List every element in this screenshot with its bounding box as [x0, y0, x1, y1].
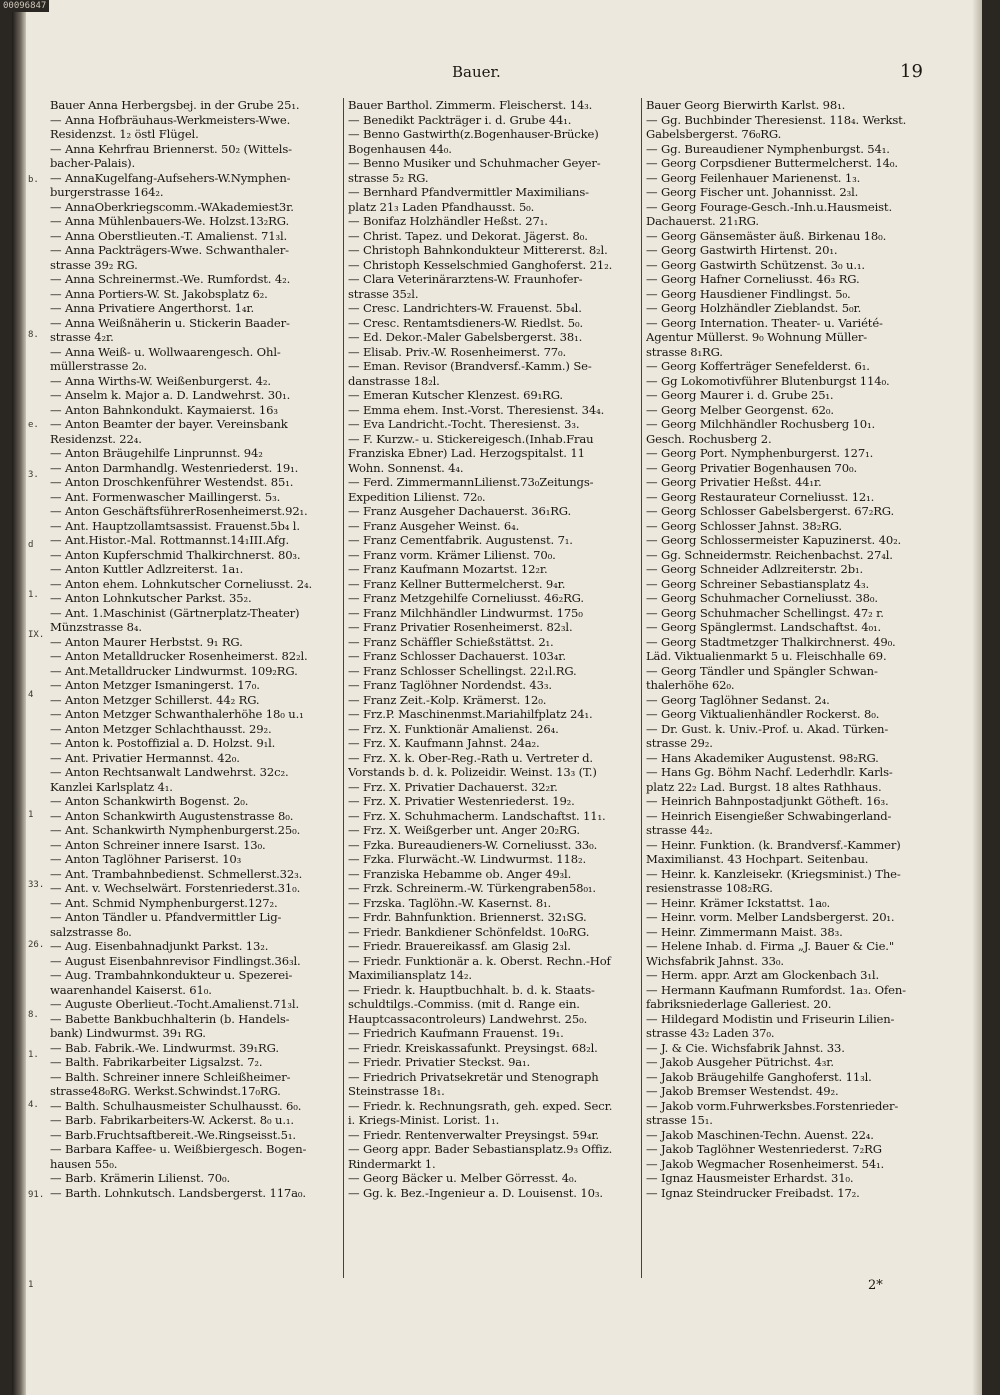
margin-fragment: b.	[28, 175, 39, 185]
margin-fragments	[26, 0, 48, 1395]
directory-entry: — Frzk. Schreinerm.-W. Türkengraben58₀₁.	[348, 881, 596, 895]
page-edge	[972, 0, 982, 1395]
directory-entry: — Heinr. Zimmermann Maist. 38₃.	[646, 924, 843, 939]
directory-entry: — Georg Schuhmacher Schellingst. 47₂ r.	[646, 605, 884, 620]
directory-entry: — Barth. Lohnkutsch. Landsbergerst. 117a₀.	[50, 1185, 306, 1200]
directory-entry: — AnnaKugelfang-Aufsehers-W.Nymphen-	[50, 170, 291, 185]
directory-entry: — Friedr. Rentenverwalter Preysingst. 59₄r.	[348, 1127, 599, 1142]
directory-entry: — Hans Gg. Böhm Nachf. Lederhdlr. Karls-	[646, 765, 893, 779]
directory-entry: — Jakob Maschinen-Techn. Auenst. 22₄.	[646, 1127, 874, 1142]
directory-entry: — Anton Darmhandlg. Westenriederst. 19₁.	[50, 460, 299, 475]
directory-entry: resienstrasse 108₂RG.	[646, 881, 773, 895]
directory-entry: Vorstands b. d. k. Polizeidir. Weinst. 13₃ (T.)	[348, 765, 597, 779]
directory-entry: — Anton Rechtsanwalt Landwehrst. 32c₂.	[50, 765, 289, 779]
directory-entry: — Georg Gastwirth Schützenst. 3₀ u.₁.	[646, 257, 865, 272]
directory-column-1	[50, 98, 336, 1200]
directory-entry: — Friedr. Privatier Steckst. 9a₁.	[348, 1055, 531, 1069]
directory-entry: strasse 5₂ RG.	[348, 170, 429, 185]
directory-entry: Wohn. Sonnenst. 4₄.	[348, 460, 464, 475]
directory-entry: strasse 4₂r.	[50, 330, 114, 344]
directory-entry: — Friedr. Funktionär a. k. Oberst. Rechn.-Hof	[348, 953, 611, 968]
directory-entry: — Eva Landricht.-Tocht. Theresienst. 3₃.	[348, 417, 580, 431]
directory-entry: — Benedikt Packträger i. d. Grube 44₁.	[348, 112, 572, 127]
directory-entry: — Barbara Kaffee- u. Weißbiergesch. Bogen-	[50, 1142, 307, 1156]
directory-entry: — Friedrich Kaufmann Frauenst. 19₁.	[348, 1026, 564, 1040]
directory-entry: — Ant. 1.Maschinist (Gärtnerplatz-Theater)	[50, 605, 300, 620]
directory-entry: — Frzska. Taglöhn.-W. Kasernst. 8₁.	[348, 895, 552, 910]
directory-entry: — AnnaOberkriegscomm.-WAkademiest3r.	[50, 199, 294, 214]
directory-entry: — Gg. Bureaudiener Nymphenburgst. 54₁.	[646, 141, 890, 156]
directory-entry: — Anna Wirths-W. Weißenburgerst. 4₂.	[50, 373, 271, 388]
margin-fragment: IX.	[28, 630, 45, 640]
directory-entry: — Fzka. Flurwächt.-W. Lindwurmst. 118₂.	[348, 852, 586, 866]
directory-entry: Maximilianst. 43 Hochpart. Seitenbau.	[646, 852, 869, 866]
directory-entry: — Aug. Trambahnkondukteur u. Spezerei-	[50, 968, 293, 982]
directory-entry: — Georg Schuhmacher Corneliusst. 38₀.	[646, 591, 878, 605]
directory-entry: — Bab. Fabrik.-We. Lindwurmst. 39₁RG.	[50, 1040, 279, 1055]
directory-entry: — Dr. Gust. k. Univ.-Prof. u. Akad. Türken-	[646, 721, 889, 736]
directory-entry: — Georg Hausdiener Findlingst. 5₀.	[646, 286, 851, 301]
directory-entry: — Anton Taglöhner Pariserst. 10₃	[50, 852, 242, 866]
directory-entry: Hauptcassacontroleurs) Landwehrst. 25₀.	[348, 1011, 588, 1026]
directory-entry: bacher-Palais).	[50, 156, 136, 170]
directory-entry: thalerhöhe 62₀.	[646, 678, 735, 692]
directory-entry: — Georg Maurer i. d. Grube 25₁.	[646, 388, 834, 402]
directory-entry: waarenhandel Kaiserst. 61₀.	[50, 982, 212, 997]
directory-entry: — Franz Milchhändler Lindwurmst. 175₀	[348, 605, 583, 620]
directory-entry: — Anna Packträgers-Wwe. Schwanthaler-	[50, 243, 289, 257]
directory-entry: — Gg. Schneidermstr. Reichenbachst. 27₄l.	[646, 547, 893, 562]
directory-entry: — Anton Beamter der bayer. Vereinsbank	[50, 417, 288, 431]
directory-entry: — Jakob Ausgeher Pütrichst. 4₃r.	[646, 1055, 834, 1069]
directory-entry: — Hermann Kaufmann Rumfordst. 1a₃. Ofen-	[646, 982, 906, 997]
directory-entry: — Georg Kofferträger Senefelderst. 6₁.	[646, 359, 870, 373]
directory-entry: — Frz. X. Schuhmacherm. Landschaftst. 11₁.	[348, 808, 606, 823]
directory-entry: — Anton GeschäftsführerRosenheimerst.92₁.	[50, 504, 308, 518]
directory-entry: — Franz Schlosser Schellingst. 22₁l.RG.	[348, 663, 577, 678]
directory-entry: — Anton Metzger Ismaningerst. 17₀.	[50, 678, 260, 692]
directory-entry: — Jakob Bremser Westendst. 49₂.	[646, 1084, 839, 1098]
directory-entry: — Ed. Dekor.-Maler Gabelsbergerst. 38₁.	[348, 330, 583, 344]
directory-entry: — Franz Metzgehilfe Corneliusst. 46₂RG.	[348, 591, 584, 605]
directory-entry: — Georg Restaurateur Corneliusst. 12₁.	[646, 489, 875, 504]
directory-entry: — Anton Schankwirth Augustenstrasse 8₀.	[50, 808, 294, 823]
directory-entry: — Jakob Wegmacher Rosenheimerst. 54₁.	[646, 1156, 885, 1171]
margin-fragment: 91.	[28, 1190, 45, 1200]
directory-entry: — Heinr. vorm. Melber Landsbergerst. 20₁.	[646, 910, 895, 924]
directory-entry: — Bernhard Pfandvermittler Maximilians-	[348, 185, 589, 199]
directory-entry: — Franz Ausgeher Dachauerst. 36₁RG.	[348, 504, 572, 518]
directory-entry: — Franz Taglöhner Nordendst. 43₃.	[348, 678, 552, 692]
directory-entry: — Heinr. Funktion. (k. Brandversf.-Kammer)	[646, 837, 901, 852]
directory-entry: Residenzst. 22₄.	[50, 431, 142, 446]
margin-fragment: 26.	[28, 940, 45, 950]
directory-entry: — Anna Kehrfrau Briennerst. 50₂ (Wittels-	[50, 141, 292, 156]
directory-entry: — Georg Gastwirth Hirtenst. 20₁.	[646, 243, 838, 257]
directory-entry: burgerstrasse 164₂.	[50, 185, 164, 199]
directory-entry: — Hans Akademiker Augustenst. 98₂RG.	[646, 750, 879, 765]
directory-entry: platz 22₂ Lad. Burgst. 18 altes Rathhaus.	[646, 779, 882, 794]
directory-entry: — Georg Tändler und Spängler Schwan-	[646, 663, 878, 678]
directory-entry: — Georg Hafner Corneliusst. 46₃ RG.	[646, 272, 860, 286]
directory-entry: — Anton Droschkenführer Westendst. 85₁.	[50, 475, 294, 489]
directory-entry: — Georg Schlosser Gabelsbergerst. 67₂RG.	[646, 504, 895, 518]
directory-entry: i. Kriegs-Minist. Lorist. 1₁.	[348, 1113, 500, 1127]
directory-entry: strasse 39₂ RG.	[50, 257, 138, 272]
directory-entry: — Christ. Tapez. und Dekorat. Jägerst. 8₀.	[348, 228, 588, 243]
margin-fragment: 8.	[28, 1010, 39, 1020]
directory-entry: — Heinrich Bahnpostadjunkt Götheft. 16₃.	[646, 794, 889, 808]
directory-entry: Wichsfabrik Jahnst. 33₀.	[646, 953, 784, 968]
directory-entry: Franziska Ebner) Lad. Herzogspitalst. 11	[348, 446, 585, 460]
directory-entry: — Ant. Privatier Hermannst. 42₀.	[50, 750, 240, 765]
directory-entry: — Franz Kaufmann Mozartst. 12₂r.	[348, 562, 548, 576]
directory-entry: — Balth. Fabrikarbeiter Ligsalzst. 7₂.	[50, 1055, 263, 1069]
directory-entry: — Georg Viktualienhändler Rockerst. 8₀.	[646, 707, 880, 721]
directory-entry: — Cresc. Landrichters-W. Frauenst. 5b₄l.	[348, 301, 582, 315]
directory-entry: Kanzlei Karlsplatz 4₁.	[50, 779, 173, 794]
directory-entry: — Georg Privatier Bogenhausen 70₀.	[646, 460, 858, 475]
directory-entry: — Anton Bräugehilfe Linprunnst. 94₂	[50, 446, 263, 460]
directory-entry: — Cresc. Rentamtsdieners-W. Riedlst. 5₀.	[348, 315, 584, 330]
directory-entry: danstrasse 18₂l.	[348, 373, 440, 388]
directory-entry: strasse 35₂l.	[348, 286, 419, 301]
directory-entry: — Helene Inhab. d. Firma „J. Bauer & Cie."	[646, 939, 895, 953]
directory-entry: — F. Kurzw.- u. Stickereigesch.(Inhab.Frau	[348, 431, 594, 446]
directory-entry: — Benno Musiker und Schuhmacher Geyer-	[348, 156, 601, 170]
directory-entry: — Georg Schlossermeister Kapuzinerst. 40₂.	[646, 533, 902, 547]
directory-entry: — Friedr. Brauereikassf. am Glasig 2₃l.	[348, 939, 571, 953]
directory-entry: Gesch. Rochusberg 2.	[646, 431, 772, 446]
book-gutter	[12, 0, 26, 1395]
directory-entry: — Anton Metzger Schwanthalerhöhe 18₀ u.₁	[50, 707, 304, 721]
directory-entry: — Georg Bäcker u. Melber Görresst. 4₀.	[348, 1171, 577, 1185]
directory-entry: platz 21₃ Laden Pfandhausst. 5₀.	[348, 199, 535, 214]
directory-entry: — Christoph Kesselschmied Ganghoferst. 21₂.	[348, 257, 613, 272]
directory-entry: — Clara Veterinärarztens-W. Fraunhofer-	[348, 272, 583, 286]
directory-entry: — Ignaz Hausmeister Erhardst. 31₀.	[646, 1171, 854, 1185]
directory-entry: Bauer Anna Herbergsbej. in der Grube 25₁.	[50, 98, 300, 112]
directory-entry: — Georg Melber Georgenst. 62₀.	[646, 402, 834, 417]
margin-fragment: 1	[28, 810, 34, 820]
margin-fragment: 8.	[28, 330, 39, 340]
directory-entry: Residenzst. 1₂ östl Flügel.	[50, 127, 199, 141]
directory-entry: — Georg Fourage-Gesch.-Inh.u.Hausmeist.	[646, 199, 892, 214]
directory-entry: — Anna Privatiere Angerthorst. 1₄r.	[50, 301, 255, 315]
margin-fragment: 3.	[28, 470, 39, 480]
directory-entry: Expedition Lilienst. 72₀.	[348, 489, 486, 504]
margin-fragment: 33.	[28, 880, 45, 890]
margin-fragment: e.	[28, 420, 39, 430]
directory-column-3	[646, 98, 964, 1200]
directory-entry: — Franz Zeit.-Kolp. Krämerst. 12₀.	[348, 692, 547, 707]
directory-entry: — Ant.Metalldrucker Lindwurmst. 109₂RG.	[50, 663, 298, 678]
directory-entry: — Friedr. k. Hauptbuchhalt. b. d. k. Staats-	[348, 982, 595, 997]
directory-entry: — Anna Schreinermst.-We. Rumfordst. 4₂.	[50, 272, 291, 286]
directory-entry: Läd. Viktualienmarkt 5 u. Fleischhalle 69.	[646, 649, 887, 663]
directory-entry: — Christoph Bahnkondukteur Mittererst. 8₂l.	[348, 243, 608, 257]
directory-entry: Steinstrasse 18₁.	[348, 1084, 445, 1098]
directory-entry: — Anton Bahnkondukt. Kaymaierst. 16₃	[50, 402, 278, 417]
directory-entry: müllerstrasse 2₀.	[50, 359, 147, 373]
directory-entry: — Anton Tändler u. Pfandvermittler Lig-	[50, 910, 282, 924]
directory-entry: — Ant. Schankwirth Nymphenburgerst.25₀.	[50, 823, 301, 837]
directory-entry: — Anton Maurer Herbstst. 9₁ RG.	[50, 634, 243, 649]
margin-fragment: 1	[28, 1280, 34, 1290]
directory-entry: — Anna Oberstlieuten.-T. Amalienst. 71₃l.	[50, 228, 288, 243]
directory-entry: — Anton k. Postoffizial a. D. Holzst. 9₁l.	[50, 736, 276, 750]
directory-entry: — Barb.Fruchtsaftbereit.-We.Ringseisst.5₁.	[50, 1127, 296, 1142]
directory-entry: — Ant. Formenwascher Maillingerst. 5₃.	[50, 489, 281, 504]
directory-entry: strasse 15₁.	[646, 1113, 713, 1127]
directory-entry: — Frz. X. Privatier Westenriederst. 19₂.	[348, 794, 575, 808]
directory-entry: — Georg Internation. Theater- u. Variété-	[646, 315, 883, 330]
directory-entry: fabriksniederlage Galleriest. 20.	[646, 997, 832, 1011]
directory-entry: — Elisab. Priv.-W. Rosenheimerst. 77₀.	[348, 344, 567, 359]
directory-entry: strasse 29₂.	[646, 736, 713, 750]
directory-entry: — Ant. v. Wechselwärt. Forstenriederst.31₀.	[50, 881, 301, 895]
directory-entry: — Georg Gänsemäster äuß. Birkenau 18₀.	[646, 228, 887, 243]
directory-entry: — August Eisenbahnrevisor Findlingst.36₃l.	[50, 953, 301, 968]
archive-stamp: 00096847	[0, 0, 49, 12]
directory-entry: — Ferd. ZimmermannLilienst.73₀Zeitungs-	[348, 475, 594, 489]
directory-entry: Gabelsbergerst. 76₀RG.	[646, 127, 782, 141]
directory-entry: — Hildegard Modistin und Friseurin Lilien-	[646, 1011, 895, 1026]
directory-entry: — Friedr. Kreiskassafunkt. Preysingst. 68₂l.	[348, 1040, 598, 1055]
directory-entry: — Franz Ausgeher Weinst. 6₄.	[348, 518, 520, 533]
directory-entry: — Franz Privatier Rosenheimerst. 82₃l.	[348, 620, 573, 634]
directory-entry: — Ant. Hauptzollamtsassist. Frauenst.5b₄ l.	[50, 518, 300, 533]
directory-entry: — Ant. Trambahnbedienst. Schmellerst.32₃.	[50, 866, 303, 881]
directory-entry: — Heinr. Krämer Ickstattst. 1a₀.	[646, 895, 830, 910]
directory-entry: Rindermarkt 1.	[348, 1156, 436, 1171]
directory-entry: Münzstrasse 8₄.	[50, 620, 142, 634]
directory-entry: — Herm. appr. Arzt am Glockenbach 3₁l.	[646, 968, 880, 982]
directory-entry: — Georg Corpsdiener Buttermelcherst. 14₀.	[646, 156, 898, 170]
directory-entry: — Ant.Histor.-Mal. Rottmannst.14₁III.Afg.	[50, 533, 290, 547]
directory-entry: — Fzka. Bureaudieners-W. Corneliusst. 33₀.	[348, 837, 598, 852]
margin-fragment: d	[28, 540, 34, 550]
directory-entry: Dachauerst. 21₁RG.	[646, 214, 759, 228]
directory-entry: Agentur Müllerst. 9₀ Wohnung Müller-	[646, 330, 868, 344]
directory-entry: — Barb. Krämerin Lilienst. 70₀.	[50, 1171, 230, 1185]
directory-entry: — Franziska Hebamme ob. Anger 49₃l.	[348, 866, 572, 881]
directory-entry: — Jakob Bräugehilfe Ganghoferst. 11₃l.	[646, 1069, 872, 1084]
directory-entry: — Ant. Schmid Nymphenburgerst.127₂.	[50, 895, 278, 910]
directory-entry: strasse48₀RG. Werkst.Schwindst.17₀RG.	[50, 1084, 281, 1098]
directory-entry: — Anna Weißnäherin u. Stickerin Baader-	[50, 315, 290, 330]
column-rule	[641, 98, 642, 1278]
directory-entry: — Bonifaz Holzhändler Heßst. 27₁.	[348, 214, 548, 228]
directory-entry: — Frdr. Bahnfunktion. Briennerst. 32₁SG.	[348, 910, 587, 924]
directory-page	[12, 0, 982, 1395]
directory-entry: — Jakob vorm.Fuhrwerksbes.Forstenrieder-	[646, 1098, 899, 1113]
directory-entry: salzstrasse 8₀.	[50, 924, 132, 939]
directory-entry: — Anton Lohnkutscher Parkst. 35₂.	[50, 591, 252, 605]
directory-entry: — Frz. X. Privatier Dachauerst. 32₂r.	[348, 779, 558, 794]
directory-entry: — Gg. Buchbinder Theresienst. 118₄. Werkst.	[646, 112, 907, 127]
directory-entry: — Emma ehem. Inst.-Vorst. Theresienst. 34₄.	[348, 402, 605, 417]
directory-entry: — Benno Gastwirth(z.Bogenhauser-Brücke)	[348, 127, 599, 141]
directory-entry: — Friedr. k. Rechnungsrath, geh. exped. Secr.	[348, 1098, 613, 1113]
directory-entry: — Anna Hofbräuhaus-Werkmeisters-Wwe.	[50, 112, 291, 127]
directory-entry: — Georg Schlosser Jahnst. 38₂RG.	[646, 518, 842, 533]
directory-entry: — Anton Schreiner innere Isarst. 13₀.	[50, 837, 266, 852]
directory-entry: — Franz Schäffler Schießstättst. 2₁.	[348, 634, 554, 649]
directory-entry: — Heinrich Eisengießer Schwabingerland-	[646, 808, 892, 823]
directory-entry: Maximiliansplatz 14₂.	[348, 968, 472, 982]
directory-column-2	[348, 98, 638, 1200]
directory-entry: strasse 8₁RG.	[646, 344, 723, 359]
directory-entry: — Frz. X. k. Ober-Reg.-Rath u. Vertreter d.	[348, 750, 593, 765]
directory-entry: — Anna Portiers-W. St. Jakobsplatz 6₂.	[50, 286, 268, 301]
directory-entry: — Gg Lokomotivführer Blutenburgst 114₀.	[646, 373, 890, 388]
directory-entry: — Balth. Schreiner innere Schleißheimer-	[50, 1069, 291, 1084]
page-number: 19	[900, 61, 923, 82]
directory-entry: — Georg Stadtmetzger Thalkirchnerst. 49₀.	[646, 634, 896, 649]
directory-entry: — Balth. Schulhausmeister Schulhausst. 6₀.	[50, 1098, 302, 1113]
directory-entry: — Anton Schankwirth Bogenst. 2₀.	[50, 794, 249, 808]
directory-entry: — Georg appr. Bader Sebastiansplatz.9₃ Offiz.	[348, 1142, 613, 1156]
directory-entry: — Auguste Oberlieut.-Tocht.Amalienst.71₃l.	[50, 997, 300, 1011]
directory-entry: — Georg Milchhändler Rochusberg 10₁.	[646, 417, 876, 431]
directory-entry: — J. & Cie. Wichsfabrik Jahnst. 33.	[646, 1040, 845, 1055]
directory-entry: — Emeran Kutscher Klenzest. 69₁RG.	[348, 388, 563, 402]
directory-entry: — Babette Bankbuchhalterin (b. Handels-	[50, 1011, 290, 1026]
directory-entry: — Franz Kellner Buttermelcherst. 9₄r.	[348, 576, 566, 591]
running-head: Bauer.	[452, 63, 501, 81]
directory-entry: — Georg Port. Nymphenburgerst. 127₁.	[646, 446, 874, 460]
directory-entry: — Frz. X. Weißgerber unt. Anger 20₂RG.	[348, 823, 580, 837]
column-rule	[343, 98, 344, 1278]
directory-entry: schuldtilgs.-Commiss. (mit d. Range ein.	[348, 997, 580, 1011]
directory-entry: — Georg Schreiner Sebastiansplatz 4₃.	[646, 576, 870, 591]
directory-entry: — Georg Fischer unt. Johannisst. 2₃l.	[646, 185, 859, 199]
directory-entry: — Georg Taglöhner Sedanst. 2₄.	[646, 692, 830, 707]
directory-entry: — Friedr. Bankdiener Schönfeldst. 10₀RG.	[348, 924, 590, 939]
directory-entry: — Georg Privatier Heßst. 44₁r.	[646, 475, 822, 489]
directory-entry: — Anton Metzger Schlachthausst. 29₂.	[50, 721, 272, 736]
directory-entry: Bauer Barthol. Zimmerm. Fleischerst. 14₃.	[348, 98, 593, 112]
directory-entry: strasse 44₂.	[646, 823, 713, 837]
directory-entry: strasse 43₂ Laden 37₀.	[646, 1026, 775, 1040]
directory-entry: — Frz. X. Funktionär Amalienst. 26₄.	[348, 721, 559, 736]
directory-entry: — Anna Weiß- u. Wollwaarengesch. Ohl-	[50, 344, 281, 359]
directory-entry: — Georg Feilenhauer Marienenst. 1₃.	[646, 170, 861, 185]
directory-entry: Bogenhausen 44₀.	[348, 141, 452, 156]
directory-entry: hausen 55₀.	[50, 1156, 118, 1171]
directory-entry: Bauer Georg Bierwirth Karlst. 98₁.	[646, 98, 846, 112]
margin-fragment: 1.	[28, 1050, 39, 1060]
directory-entry: — Jakob Taglöhner Westenriederst. 7₂RG	[646, 1142, 882, 1156]
directory-entry: — Friedrich Privatsekretär und Stenograph	[348, 1069, 599, 1084]
directory-entry: — Anton Metzger Schillerst. 44₂ RG.	[50, 692, 260, 707]
directory-entry: — Franz Schlosser Dachauerst. 103₄r.	[348, 649, 566, 663]
directory-entry: — Frz.P. Maschinenmst.Mariahilfplatz 24₁.	[348, 707, 593, 721]
directory-entry: — Anton Kuttler Adlzreiterst. 1a₁.	[50, 562, 244, 576]
directory-entry: — Barb. Fabrikarbeiters-W. Ackerst. 8₀ u.₁.	[50, 1113, 294, 1127]
directory-entry: — Anna Mühlenbauers-We. Holzst.13₂RG.	[50, 214, 289, 228]
directory-entry: — Gg. k. Bez.-Ingenieur a. D. Louisenst. 10₃.	[348, 1185, 603, 1200]
directory-entry: — Anton ehem. Lohnkutscher Corneliusst. 2₄.	[50, 576, 313, 591]
directory-entry: — Anton Kupferschmid Thalkirchnerst. 80₃.	[50, 547, 301, 562]
margin-fragment: 4.	[28, 1100, 39, 1110]
directory-entry: — Georg Schneider Adlzreiterstr. 2b₁.	[646, 562, 864, 576]
directory-entry: bank) Lindwurmst. 39₁ RG.	[50, 1026, 206, 1040]
directory-entry: — Anselm k. Major a. D. Landwehrst. 30₁.	[50, 388, 291, 402]
margin-fragment: 4	[28, 690, 34, 700]
directory-entry: — Franz Cementfabrik. Augustenst. 7₁.	[348, 533, 573, 547]
directory-entry: — Anton Metalldrucker Rosenheimerst. 82₂l.	[50, 649, 308, 663]
directory-entry: — Eman. Revisor (Brandversf.-Kamm.) Se-	[348, 359, 592, 373]
directory-entry: — Ignaz Steindrucker Freibadst. 17₂.	[646, 1185, 860, 1200]
directory-entry: — Heinr. k. Kanzleisekr. (Kriegsminist.) The-	[646, 866, 901, 881]
directory-entry: — Georg Holzhändler Zieblandst. 5₀r.	[646, 301, 862, 315]
signature-mark: 2*	[868, 1278, 883, 1293]
directory-entry: — Georg Spänglermst. Landschaftst. 4₀₁.	[646, 620, 882, 634]
directory-entry: — Aug. Eisenbahnadjunkt Parkst. 13₂.	[50, 939, 269, 953]
directory-entry: — Franz vorm. Krämer Lilienst. 70₀.	[348, 547, 556, 562]
directory-entry: — Frz. X. Kaufmann Jahnst. 24a₂.	[348, 736, 540, 750]
margin-fragment: 1.	[28, 590, 39, 600]
